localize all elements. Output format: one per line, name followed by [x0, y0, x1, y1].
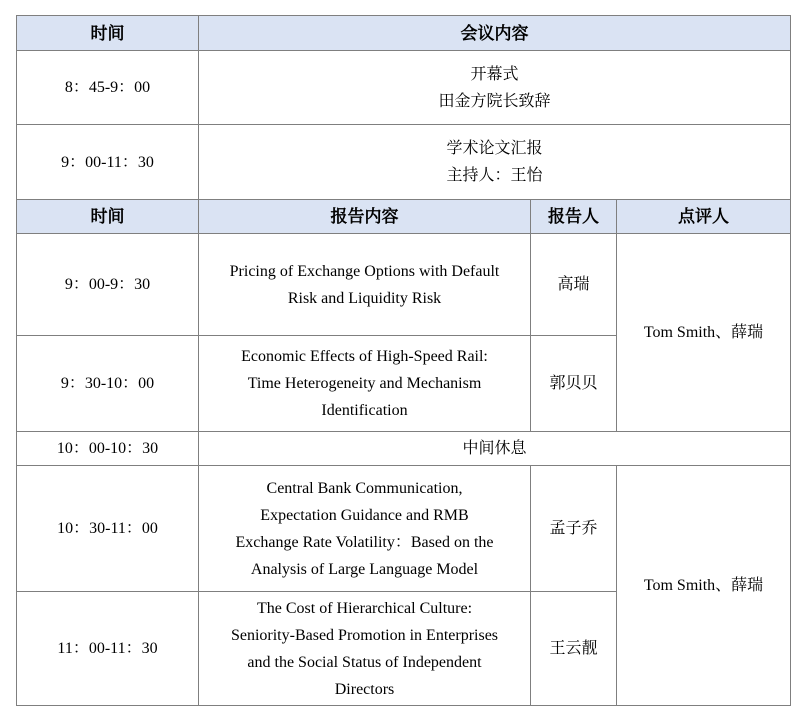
row-opening: [17, 51, 791, 125]
talk-2-title-line-1: Economic Effects of High-Speed Rail:: [241, 348, 488, 365]
discussant-group-1: Tom Smith、薛瑞: [617, 234, 791, 432]
talk-1-title: [199, 234, 531, 336]
talk-3-title-line-4: Analysis of Large Language Model: [250, 560, 479, 578]
talk-row-1: [17, 234, 791, 336]
header-reporter: 报告人: [531, 200, 617, 234]
talk-3-reporter: 孟子乔: [531, 466, 617, 592]
talk-4-time: 11：00-11：30: [17, 592, 199, 706]
talk-1-reporter: 高瑞: [531, 234, 617, 336]
opening-content: [199, 51, 791, 125]
talk-1-time: 9：00-9：30: [17, 234, 199, 336]
session-content: [199, 125, 791, 200]
talk-4-title-line-4: Directors: [334, 680, 395, 698]
talk-2-title-line-2: Time Heterogeneity and Mechanism: [247, 375, 482, 392]
talk-3-title-line-2: Expectation Guidance and RMB: [260, 506, 469, 524]
header-meeting-content: 会议内容: [199, 16, 791, 51]
talk-4-title: [199, 592, 531, 706]
header-row-reports: [17, 200, 791, 234]
talk-4-title-line-2: Seniority-Based Promotion in Enterprises: [230, 626, 499, 644]
session-time: 9：00-11：30: [17, 125, 199, 200]
talk-3-time: 10：30-11：00: [17, 466, 199, 592]
talk-3-title-line-1: Central Bank Communication,: [266, 479, 463, 497]
opening-speech: 田金方院长致辞: [438, 92, 551, 110]
talk-1-title-line-1: Pricing of Exchange Options with Default: [229, 262, 500, 280]
header-time-2: 时间: [17, 200, 199, 234]
break-row: [17, 432, 791, 466]
session-host: 主持人：王怡: [446, 167, 543, 184]
talk-2-reporter: 郭贝贝: [531, 336, 617, 432]
header-report-content: 报告内容: [199, 200, 531, 234]
talk-4-title-line-1: The Cost of Hierarchical Culture:: [256, 599, 473, 617]
meeting-schedule-table: [16, 15, 791, 706]
session-title: 学术论文汇报: [446, 140, 543, 157]
opening-time: 8：45-9：00: [17, 51, 199, 125]
talk-row-3: [17, 466, 791, 592]
opening-title: 开幕式: [470, 65, 519, 83]
header-row-meeting: [17, 16, 791, 51]
talk-2-title-line-3: Identification: [321, 402, 408, 419]
talk-4-reporter: 王云靓: [531, 592, 617, 706]
talk-2-title: [199, 336, 531, 432]
talk-4-title-line-3: and the Social Status of Independent: [247, 653, 482, 671]
talk-3-title-line-3: Exchange Rate Volatility：Based on the: [235, 533, 494, 551]
break-time: 10：00-10：30: [17, 432, 199, 466]
break-label: 中间休息: [199, 432, 791, 466]
header-discussant: 点评人: [617, 200, 791, 234]
talk-1-title-line-2: Risk and Liquidity Risk: [287, 289, 442, 307]
discussant-group-2: Tom Smith、薛瑞: [617, 466, 791, 706]
row-session: [17, 125, 791, 200]
talk-3-title: [199, 466, 531, 592]
talk-2-time: 9：30-10：00: [17, 336, 199, 432]
header-time: 时间: [17, 16, 199, 51]
